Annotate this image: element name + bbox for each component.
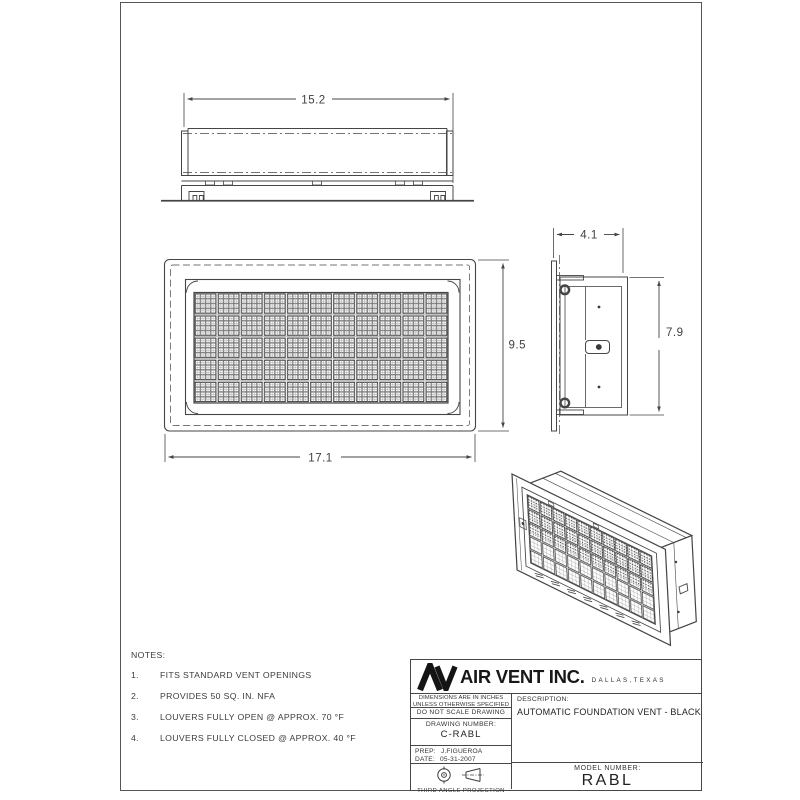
- dim-top-width: 15.2: [301, 94, 326, 107]
- disclaimer-small: [411, 694, 511, 708]
- title-block-left-column: [411, 694, 512, 794]
- company-location: DALLAS,TEXAS: [591, 676, 666, 684]
- note-number: 2.: [131, 691, 139, 701]
- model-number-cell: [512, 762, 703, 789]
- side-view: [552, 228, 665, 437]
- disclaimer-line-2: UNLESS OTHERWISE SPECIFIED: [412, 701, 510, 708]
- note-number: 3.: [131, 712, 139, 722]
- title-block: [410, 659, 702, 794]
- description-value: AUTOMATIC FOUNDATION VENT - BLACK: [517, 707, 701, 717]
- note-item: [131, 670, 411, 680]
- description-cell: [512, 694, 703, 762]
- date-label: DATE:: [415, 755, 435, 763]
- note-item: [131, 733, 411, 743]
- note-number: 1.: [131, 670, 139, 680]
- title-block-logo-row: [411, 660, 701, 694]
- av-logo-icon: [417, 663, 459, 691]
- isometric-view: [512, 471, 696, 645]
- third-angle-projection-icon: [430, 766, 492, 784]
- dim-front-width: 17.1: [308, 452, 333, 465]
- dim-side-depth: 4.1: [580, 229, 598, 242]
- top-view: [161, 93, 474, 201]
- note-item: [131, 712, 411, 722]
- model-number-value: RABL: [581, 772, 634, 789]
- prep-value: J.FIGUEROA: [440, 747, 483, 755]
- note-text: LOUVERS FULLY CLOSED @ APPROX. 40 °F: [160, 733, 356, 743]
- model-number-label: MODEL NUMBER:: [574, 765, 641, 772]
- drawing-number-value: C-RABL: [440, 729, 482, 740]
- prep-date-cell: [411, 746, 511, 764]
- drawing-number-label: DRAWING NUMBER:: [425, 721, 497, 728]
- projection-label: THIRD ANGLE PROJECTION: [417, 788, 505, 794]
- date-row: [415, 756, 511, 764]
- company-name: AIR VENT INC.: [460, 665, 585, 687]
- front-view: [165, 260, 476, 432]
- notes-section: [131, 650, 411, 754]
- note-text: PROVIDES 50 SQ. IN. NFA: [160, 691, 276, 701]
- disclaimer-line-1: DIMENSIONS ARE IN INCHES: [418, 695, 504, 701]
- prep-row: [415, 748, 511, 756]
- notes-title: NOTES:: [131, 650, 166, 660]
- note-item: [131, 691, 411, 701]
- note-text: FITS STANDARD VENT OPENINGS: [160, 670, 312, 680]
- disclaimer-line-3: DO NOT SCALE DRAWING: [411, 708, 511, 719]
- projection-cell: [411, 764, 511, 794]
- date-value: 05-31-2007: [439, 755, 476, 763]
- prep-label: PREP:: [415, 747, 436, 755]
- note-number: 4.: [131, 733, 139, 743]
- title-block-right-column: [512, 694, 703, 789]
- description-label: DESCRIPTION:: [517, 696, 569, 703]
- dim-front-height: 9.5: [508, 339, 526, 352]
- note-text: LOUVERS FULLY OPEN @ APPROX. 70 °F: [160, 712, 345, 722]
- drawing-number-cell: [411, 721, 511, 746]
- dim-side-height: 7.9: [666, 327, 684, 339]
